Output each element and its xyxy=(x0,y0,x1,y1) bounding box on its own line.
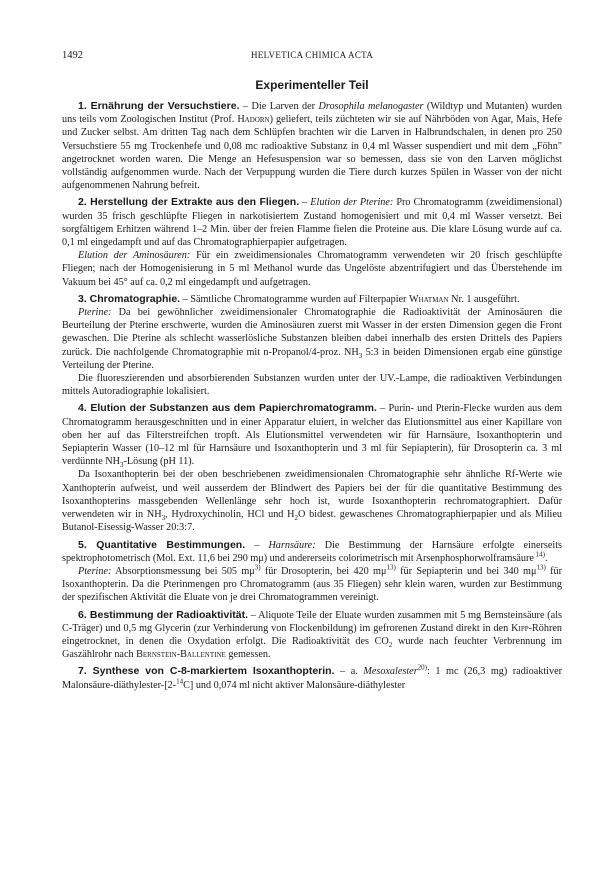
text-span: : 1 mc (26,3 mg) radioaktiver Malonsäure-diäthylester-[2- xyxy=(62,666,563,691)
footnote-ref: 14) xyxy=(533,550,546,559)
heading-2: 2. Herstellung der Extrakte aus den Fliegen. xyxy=(78,196,300,209)
text-span: Für ein zweidimensionales Chromatogramm verwendeten wir 20 frisch geschlüpfte Fliegen; nach der Homogenisierung in 5 ml Methanol wurde das Ungelöste abzentrifugiert und das Überstehende im Vakuum bei 45° auf ca. 0,2 ml eingedampft und aufgetragen. xyxy=(62,250,562,288)
text-span: – Sämtliche Chromatogramme wurden auf Filterpapier xyxy=(180,293,409,305)
subheading: Pterine: xyxy=(78,307,112,319)
subheading: Pterine: xyxy=(78,565,112,577)
person-name: Hadorn xyxy=(237,114,270,126)
text-span: Absorptionsmessung bei 505 mμ xyxy=(111,565,255,577)
text-span: Die fluoreszierenden und absorbierenden Substanzen wurden unter der UV.-Lampe, die radioaktiven Verbindungen mittels Autoradiographie lokalisiert. xyxy=(62,373,562,398)
subheading: Elution der Pterine: xyxy=(310,197,394,209)
footnote-ref: 3) xyxy=(254,563,261,572)
heading-5: 5. Quantitative Bestimmungen. xyxy=(78,538,246,551)
text-span: – Aliquote Teile der Eluate wurden zusammen mit 5 mg Bernsteinsäure (als C-Träger) und 0,5 mg Glycerin (zur Verhinderung von Flockenbildung) im gefrorenen Zustand direkt in den xyxy=(62,609,562,634)
paragraph-5-pterine xyxy=(62,565,562,605)
footnote-ref: 20) xyxy=(417,663,428,672)
text-span: – a. xyxy=(334,666,364,678)
page-number: 1492 xyxy=(62,50,83,61)
text-span: , Hydroxychinolin, HCl und H xyxy=(165,509,295,521)
person-name: Bernstein-Ballentine xyxy=(136,649,226,661)
text-span: Da bei gewöhnlicher zweidimensionaler Chromatographie die Radioaktivität der Aminosäuren die Beurteilung der Pterine erschwerte, wurden die Aminosäuren zuerst mit Wasser in der ersten Dimension gegen die Front gewaschen. Die Pterine als schlecht wasserlösliche Substanzen bleiben dabei innerhalb des ersten Drittels des Papiers zurück. Die nachfolgende Chromatographie mit n-Propanol/4-proz. NH xyxy=(62,307,562,358)
text-span: – Die Larven der xyxy=(239,101,319,112)
text-span: Die Bestimmung der Harnsäure erfolgte einerseits spektrophotometrisch (Mol. Ext. 11,6 bei 290 mμ) und andererseits colorimetrisch mit Arsenphosphorwolframsäure xyxy=(62,539,563,564)
paragraph-3-pterine xyxy=(62,306,562,372)
paragraph-7-synthesis xyxy=(62,665,562,691)
text-span: ) geliefert, teils züchteten wir sie auf Nährböden von Agar, Mais, Hefe und Zucker selbst. Am dritten Tag nach dem Schlüpfen brachten wir die Larven in Halbrundschalen, in denen pro 250 Versuchstiere 55 mg Trockenhefe und 0,08 mc radioaktive Substanz in 0,4 ml Wasser suspendiert und mit dem „Föhn" angetrocknet worden waren. Die Menge an Hefesuspension war so bemessen, dass sie von den Larven möglichst vollständig aufgenommen wurde. Nach der Verpuppung wurden die Tiere durch kurzes Spülen in Wasser von der nicht aufgenommenen Nahrung befreit. xyxy=(62,114,563,192)
person-name: Kipp xyxy=(511,622,529,634)
text-span: für Drosopterin, bei 420 mμ xyxy=(260,565,387,577)
paragraph-6-radioactivity xyxy=(62,609,562,662)
text-span: – xyxy=(245,539,269,551)
footnote-ref: 13) xyxy=(386,563,396,572)
isotope-superscript: 14 xyxy=(176,677,184,686)
subscript: 2 xyxy=(294,514,299,523)
heading-3: 3. Chromatographie. xyxy=(78,292,181,305)
paragraph-3-detection xyxy=(62,372,562,398)
paragraph-2-extracts xyxy=(62,196,562,249)
text-span: -Lösung (pH 11). xyxy=(123,456,195,468)
paragraph-5-quantitative xyxy=(62,539,562,565)
text-span: . xyxy=(545,552,548,564)
subscript: 3 xyxy=(161,514,166,523)
subheading: Mesoxalester xyxy=(363,666,418,678)
text-span: Pro Chromatogramm (zweidimensional) wurden 35 frisch geschlüpfte Fliegen in narkotisiertem Zustand homogenisiert und mit 0,4 ml Wasser versetzt. Bei sorgfältigem Erhitzen während 1–2 Min. über der freien Flamme fielen die Proteine aus. Die klare Lösung wurde auf ca. 0,1 ml eingedampft und auf das Chromatographierpapier aufgetragen. xyxy=(62,197,562,249)
text-span: für Sepiapterin und bei 340 mμ xyxy=(395,565,537,577)
text-span: Da Isoxanthopterin bei der oben beschriebenen zweidimensionalen Chromatographie sehr ähnliche Rf-Werte wie Xanthopterin aufweist, und weil ausserdem der Blindwert des Papiers bei der für die quantitative Bestimmung des Isoxanthopterins massgebenden Wellenlänge sehr hoch ist, wurde Isoxanthopterin rechromatographiert. Dafür verwendeten wir in NH xyxy=(62,469,562,521)
paragraph-2-aminoacids xyxy=(62,249,562,289)
text-span: 5:3 in beiden Dimensionen ergab eine günstige Verteilung der Pterine. xyxy=(62,346,562,371)
text-span: Nr. 1 ausgeführt. xyxy=(448,293,520,305)
subheading: Harnsäure: xyxy=(268,539,316,551)
text-span: O bidest. gewaschenes Chromatographierpapier und als Milieu Butanol-Eisessig-Wasser 20:3:7. xyxy=(62,509,562,534)
text-span: gemessen. xyxy=(225,649,271,661)
heading-1: 1. Ernährung der Versuchstiere. xyxy=(78,100,240,112)
running-header xyxy=(62,50,562,66)
text-span: für Isoxanthopterin. Da die Pterinmengen pro Chromatogramm (aus 35 Fliegen) sehr klein waren, wurden zur Bestimmung der spezifischen Aktivität die Eluate von je drei Chromatogrammen vereinigt. xyxy=(62,565,562,604)
paragraph-3-chromatography xyxy=(62,293,562,306)
subscript: 2 xyxy=(388,640,393,649)
paragraph-1-feeding xyxy=(62,100,562,192)
journal-title: HELVETICA CHIMICA ACTA xyxy=(250,50,374,60)
heading-7: 7. Synthese von C-8-markiertem Isoxanthopterin. xyxy=(78,665,335,678)
text-span: C] und 0,074 ml nicht aktiver Malonsäure-diäthylester xyxy=(183,679,406,691)
paragraph-4-isoxanthopterin xyxy=(62,468,562,534)
page-body xyxy=(62,50,562,692)
text-span: – xyxy=(299,197,311,209)
species-name: Drosophila melanogaster xyxy=(318,101,424,112)
section-title: Experimenteller Teil xyxy=(255,78,369,92)
subheading: Elution der Aminosäuren: xyxy=(78,250,191,262)
heading-4: 4. Elution der Substanzen aus dem Papierchromatogramm. xyxy=(78,402,377,415)
subscript: 3 xyxy=(358,351,363,360)
heading-6: 6. Bestimmung der Radioaktivität. xyxy=(78,608,248,621)
text-span: -Röhren eingetrocknet, in denen die Oxydation erfolgt. Die Radioaktivität des CO xyxy=(62,622,562,647)
brand-name: Whatman xyxy=(408,293,449,305)
footnote-ref: 13) xyxy=(536,563,546,572)
text-span: – Purin- und Pterin-Flecke wurden aus dem Chromatogramm herausgeschnitten und in einer Apparatur eluiert, in welcher das Elutionsmittel aus einer Kapillare von oben her auf das Filterstreifchen tropft. Als Elutionsmittel verwendeten wir für Harnsäure, Isoxanthopterin und Sepiapterin Wasser (10–12 ml für Harnsäure und Isoxanthopterin und 3 ml für Sepiapterin), für Drosopterin ca. 3 ml verdünnte NH xyxy=(62,403,562,468)
text-span: wurde nach feuchter Verbrennung im Gaszählrohr nach xyxy=(62,635,562,661)
text-span: (Wildtyp und Mutanten) wurden uns teils vom Zoologischen Institut (Prof. xyxy=(62,101,562,126)
subscript: 3 xyxy=(120,461,124,470)
paragraph-4-elution xyxy=(62,402,562,468)
